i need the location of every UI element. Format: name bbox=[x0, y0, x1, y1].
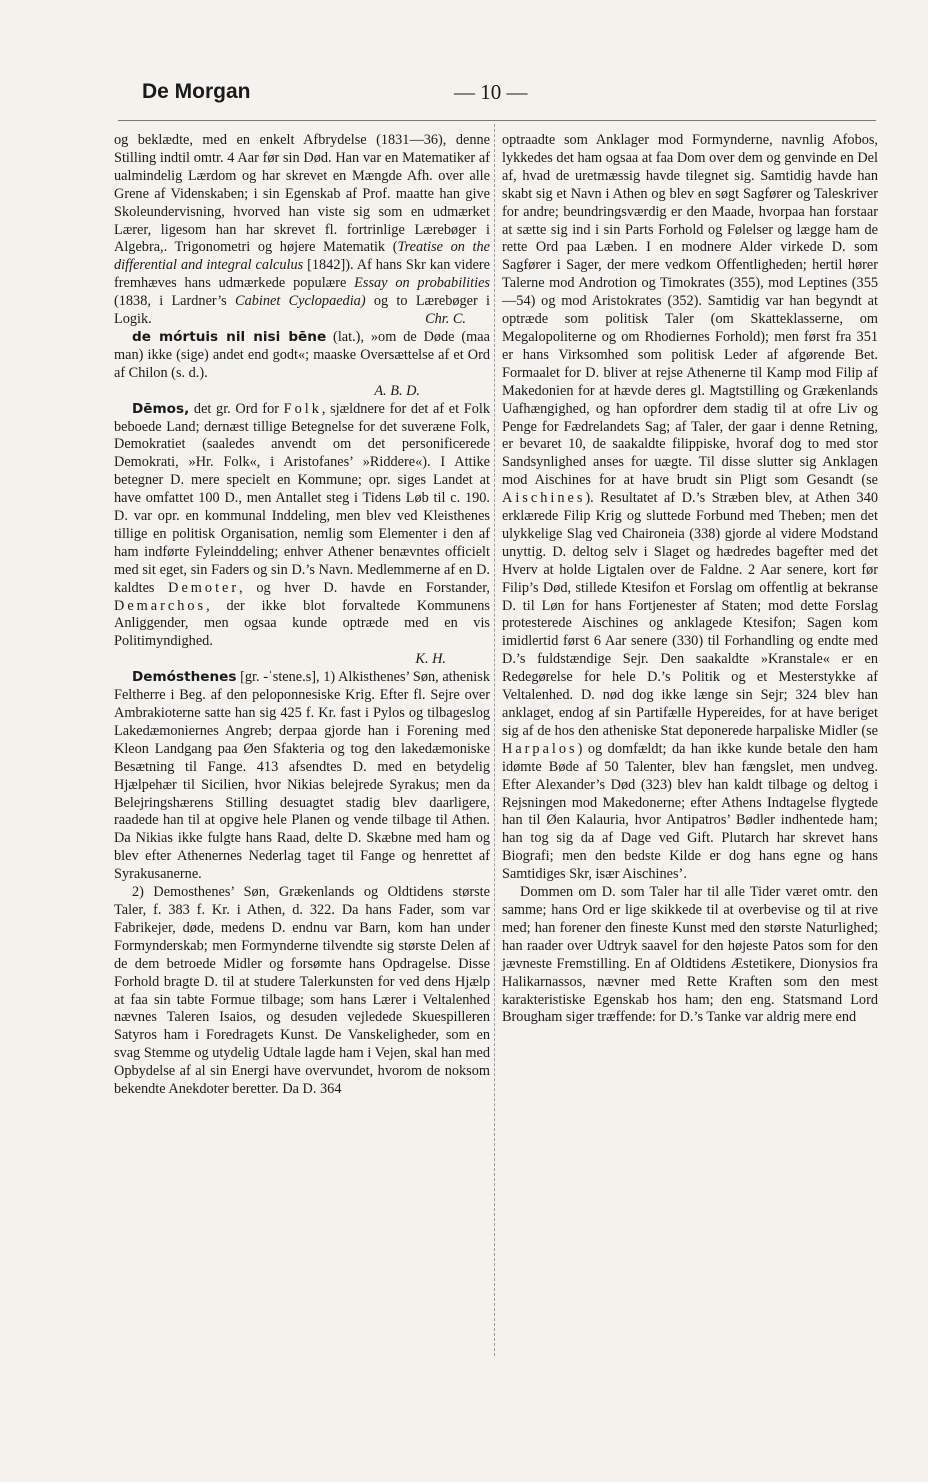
left-column bbox=[114, 132, 490, 1099]
right-column bbox=[502, 132, 878, 1027]
entry-demos: Dēmos, det gr. Ord for Folk, sjældnere for det af et Folk beboede Land; dernæst tillige Betegnelse for det suveræne Folk, Demokratiet (saaledes anvendt om det personificerede Demokrati, »Hr. Folk«, i Aristofanes’ »Riddere«). I Attike betegner D. mere specielt en Kommune; opr. siges Landet at have omfattet 100 D., men Antallet steg i Tidens Løb til c. 190. D. var opr. en kommunal Inddeling, men blev ved Kleisthenes tillige en politisk Organisation, nemlig som Elementer i den af ham indførte Fyleinddeling; enhver Athener benævntes officielt med sit eget, sin Faders og sin D.’s Navn. Medlemmerne af en D. kaldtes Demoter, og hver D. havde en Forstander, Demarchos, der ikke blot forvaltede Kommunens Anliggender, men ogsaa kunde optræde med en vis Politimyndighed. bbox=[114, 400, 490, 650]
column-divider bbox=[494, 124, 496, 1356]
entry-demosthenes-continued: optraadte som Anklager mod Formynderne, navnlig Afobos, lykkedes det ham ogsaa at faa Dom over dem og genvinde en Del af, hvad de uretmæssig havde tilegnet sig. Samtidig havde han skabt sig et Navn i Athen og blev en søgt Sagfører og Taleskriver for andre; beundringsværdig er den Maade, hvorpaa han forstaar at sætte sig ind i sin Parts Forhold og Følelser og lægge ham de rette Ord paa Læben. I en modnere Alder virkede D. som Sagfører i Sager, der mere vedkom Offentligheden; hertil hører Talerne mod Androtion og Timokrates (355), mod Leptines (355—54) og mod Aristokrates (352). Samtidig var han begyndt at optræde som politisk Taler (om Skatteklasserne, om Megalopoliterne og om Rhodiernes Forhold); men først fra 351 er hans Virksomhed som politisk Leder af afgørende Bet. Formaalet for D. bliver at rejse Athenerne til Kamp mod Filip af Makedonien for at hævde deres gl. Magtstilling og Grækenlands Uafhængighed, og han opfordrer dem stadig til at ofre Liv og Penge for Fædrelandets Sag; af Taler, der gaar i denne Retning, er bevaret 10, de saakaldte filippiske, hvoraf dog to med stor Sandsynlighed anses for uægte. Til disse slutter sig Anklagen mod Aischines for at have brudt sin Pligt som Gesandt (se Aischines). Resultatet af D.’s Stræben blev, at Athen 340 erklærede Filip Krig og sluttede Forbund med Theben; men det ulykkelige Slag ved Chaironeia (338) gjorde al videre Modstand unyttig. D. deltog selv i Slaget og hædredes bagefter med det Hverv at holde Ligtalen over de Faldne. 2 Aar senere, kort før Filip’s Død, stillede Ktesifon et Forslag om offentlig at bekranse D. til Løn for hans Fortjenester af Staten; mod dette Forslag protesterede Aischines og anklagede Ktesifon; Sagen kom imidlertid først 6 Aar senere (330) til Forhandling og endte med D.’s fuldstændige Sejr. Den saakaldte »Kranstale« er en Redegørelse for hele D.’s Politik og et Mesterstykke af Veltalenhed. D. nød dog ikke længe sin Sejr; 324 blev han anklaget, endog af sin Partifælle Hypereides, for at have beriget sig af de hos den atheniske Stat deponerede harpaliske Midler (se Harpalos) og domfældt; da han ikke kunde betale den ham idømte Bøde af 50 Talenter, blev han fængslet, men undveg. Efter Alexander’s Død (323) blev han kaldt tilbage og deltog i Rejsningen mod Makedonerne; efter Athens Indtagelse flygtede han til Øen Kalauria, hvor Antipatros’ Bødler indhentede ham; han tog sig da af Dage ved Gift. Plutarch har skrevet hans Biografi; men den bedste Kilde er dog hans egne og hans Samtidiges Skr, især Aischines’. bbox=[502, 132, 878, 883]
author-signature: A. B. D. bbox=[374, 382, 420, 399]
headword: Dēmos, bbox=[132, 400, 190, 417]
entry-demosthenes: Demósthenes [gr. -ˈstene.s], 1) Alkisthenes’ Søn, athenisk Feltherre i Beg. af den peloponnesiske Krig. Efter fl. Sejre over Ambrakioterne satte han sig 425 f. Kr. fast i Pylos og tilbageslog Lakedæmoniernes Angreb; derpaa gjorde han i Forening med Kleon Landgang paa Øen Sfakteria og tog den lakedæmoniske Besætning til Fange. 413 afsendtes D. med en betydelig Hjælpehær til Sicilien, hvor Nikias belejrede Syrakus; men da Belejringshærens Stilling desuagtet stadig blev daarligere, raadede han til at opgive hele Planen og vende tilbage til Athen. Da Nikias ikke fulgte hans Raad, delte D. Skæbne med ham og blev efter Athenernes Nederlag taget til Fange og henrettet af Syrakusanerne. bbox=[114, 669, 490, 883]
header-rule bbox=[118, 120, 876, 121]
entry-demosthenes-2: 2) Demosthenes’ Søn, Grækenlands og Oldtidens største Taler, f. 383 f. Kr. i Athen, d. 322. Da hans Fader, som var Fabrikejer, døde, medens D. endnu var Barn, kom han under Formynderskab; men Formynderne tilvendte sig største Delen af de dem betroede Midler og forsømte hans Opdragelse. Disse Forhold bragte D. til at studere Talerkunsten for ved dens Hjælp at faa sin tabte Formue tilbage; som hans Lærer i Veltalenhed nævnes Taleren Isaios, og desuden vejledede Skuespilleren Satyros ham i Foredragets Kunst. De Vanskeligheder, som en svag Stemme og utydelig Udtale lagde ham i Vejen, skal han med Opbydelse af al sin Energi have overvundet, hvorom de noksom bekendte Anekdoter beretter. Da D. 364 bbox=[114, 884, 490, 1098]
headword: de mórtuis nil nisi bēne bbox=[132, 328, 327, 345]
demosthenes-assessment: Dommen om D. som Taler har til alle Tider været omtr. den samme; hans Ord er lige skikkede til at overbevise og til at rive med; han forener den fineste Kunst med den største Naturlighed; han raader over Udtryk saavel for den højeste Patos som for den jævneste Fremstilling. En af Oldtidens Æstetikere, Dionysios fra Halikarnassos, nævner med Rette Kraften som den mest karakteristiske Egenskab hos ham; den eng. Statsmand Lord Brougham siger træffende: for D.’s Tanke var aldrig mere end bbox=[502, 884, 878, 1026]
author-signature: Chr. C. bbox=[425, 311, 466, 328]
page-number: — 10 — bbox=[454, 80, 528, 104]
entry-de-mortuis: de mórtuis nil nisi bēne (lat.), »om de Døde (maa man) ikke (sige) andet end godt«; maaske Oversættelse af et Ord af Chilon (s. d.). bbox=[114, 328, 490, 381]
page-header bbox=[142, 80, 878, 112]
running-head: De Morgan bbox=[142, 80, 251, 103]
author-signature: K. H. bbox=[415, 651, 446, 668]
headword: Demósthenes bbox=[132, 669, 237, 686]
entry-de-morgan-continued: og beklædte, med en enkelt Afbrydelse (1831—36), denne Stilling indtil omtr. 4 Aar før sin Død. Han var en Matematiker af ualmindelig Lærdom og har skrevet en Mængde Afh. over alle Grene af Videnskaben; i sin Egenskab af Prof. maatte han give Skoleundervisning, hvorved han viste sig som en udmærket Lærer, ligesom han har skrevet fl. fortrinlige Lærebøger i Algebra,. Trigonometri og højere Matematik (Treatise on the differential and integral calculus [1842]). Af hans Skr kan videre fremhæves hans udmærkede populære Essay on probabilities (1838, i Lardner’s Cabinet Cyclopaedia) og to Lærebøger i Logik. Chr. C. bbox=[114, 132, 490, 328]
